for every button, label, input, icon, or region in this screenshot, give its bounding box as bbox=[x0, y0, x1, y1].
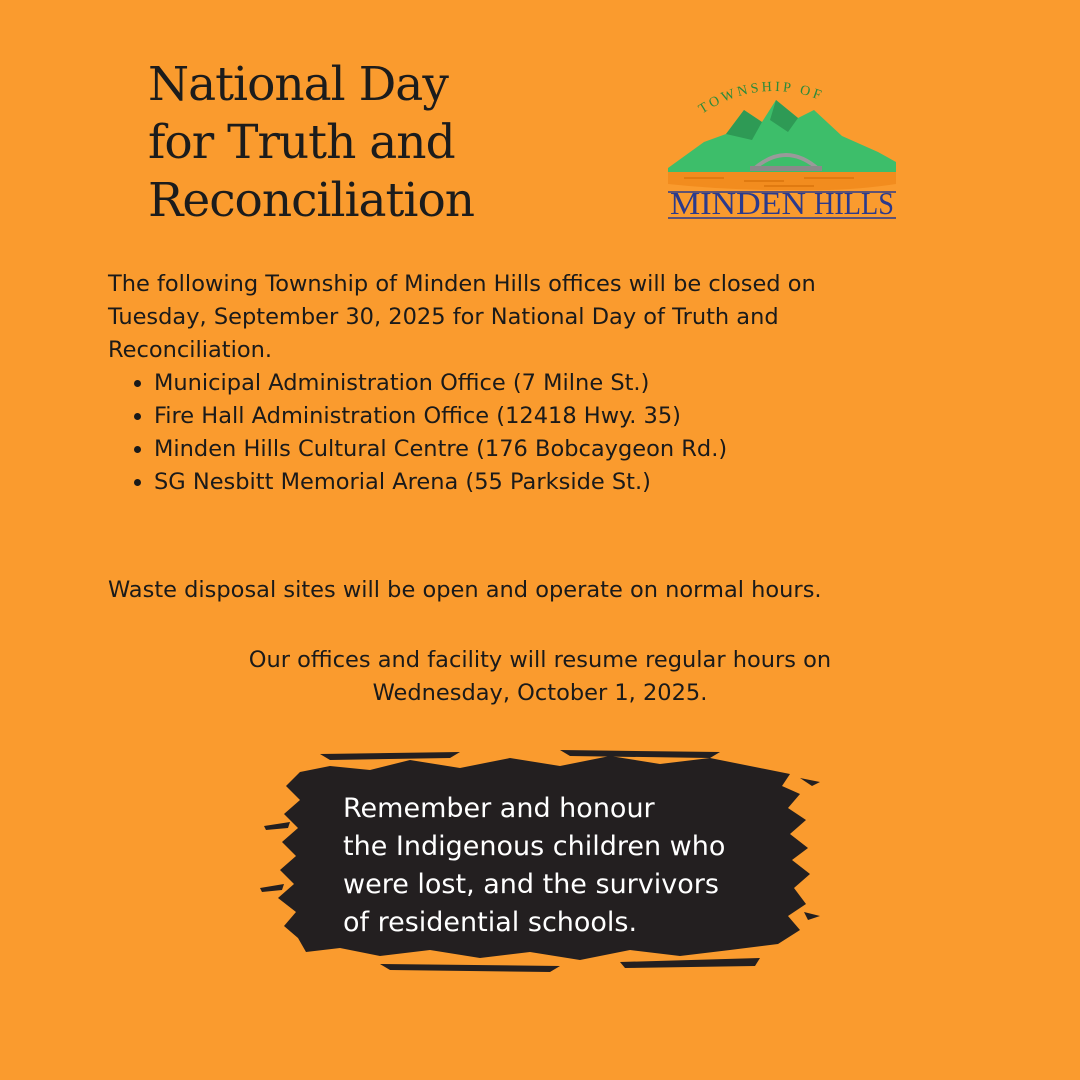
township-logo bbox=[664, 80, 898, 220]
title-line-1: National Day bbox=[148, 57, 448, 112]
remembrance-message bbox=[343, 790, 803, 942]
page-title bbox=[148, 56, 608, 230]
office-item: • Minden Hills Cultural Centre (176 Bobcaygeon Rd.) bbox=[154, 433, 988, 466]
office-item: • Municipal Administration Office (7 Milne St.) bbox=[154, 367, 988, 400]
resume-notice bbox=[0, 644, 1080, 710]
notice-intro-line-1: The following Township of Minden Hills offices will be closed on bbox=[108, 271, 816, 297]
notice-intro-line-3: Reconciliation. bbox=[108, 337, 273, 363]
remember-line-1: Remember and honour bbox=[343, 793, 655, 824]
office-item: • SG Nesbitt Memorial Arena (55 Parkside St.) bbox=[154, 466, 988, 499]
waste-notice: Waste disposal sites will be open and operate on normal hours. bbox=[108, 577, 822, 603]
resume-line-2: Wednesday, October 1, 2025. bbox=[372, 680, 708, 706]
remember-line-4: of residential schools. bbox=[343, 907, 638, 938]
office-item: • Fire Hall Administration Office (12418 Hwy. 35) bbox=[154, 400, 988, 433]
closure-notice bbox=[108, 268, 988, 499]
logo-name-second: HILLS bbox=[814, 185, 894, 220]
bridge-deck-shape bbox=[750, 166, 822, 171]
notice-intro-line-2: Tuesday, September 30, 2025 for National Day of Truth and bbox=[108, 304, 779, 330]
title-line-3: Reconciliation bbox=[148, 173, 475, 228]
logo-name-first: MINDEN bbox=[670, 185, 806, 220]
resume-line-1: Our offices and facility will resume regular hours on bbox=[248, 647, 832, 673]
logo-arc-text: TOWNSHIP OF bbox=[696, 80, 826, 118]
title-line-2: for Truth and bbox=[148, 115, 455, 170]
remember-line-2: the Indigenous children who bbox=[343, 831, 726, 862]
remember-line-3: were lost, and the survivors bbox=[343, 869, 719, 900]
offices-list bbox=[108, 367, 988, 499]
svg-text:TOWNSHIP OF bbox=[696, 80, 826, 117]
